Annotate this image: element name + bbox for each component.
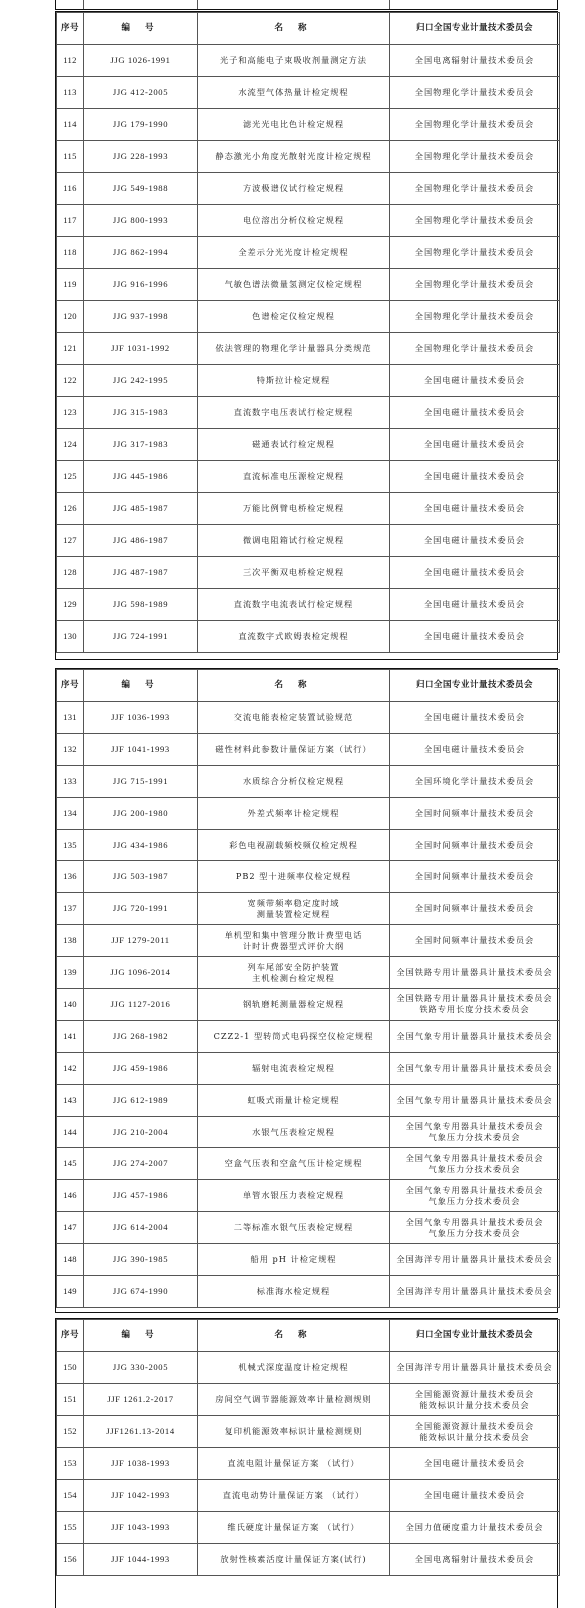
name-cell: 水质综合分析仪检定规程 (198, 765, 390, 797)
committee-cell: 全国电磁计量技术委员会 (390, 733, 560, 765)
committee-cell: 全国气象专用计量器具计量技术委员会 (390, 1052, 560, 1084)
code-cell: JJF 1038-1993 (84, 1448, 198, 1480)
committee-cell (390, 1384, 560, 1416)
table-row (57, 1084, 560, 1116)
name-cell: 直流数字电流表试行检定规程 (198, 589, 390, 621)
committee-cell-line: 气象压力分技术委员会 (428, 1227, 521, 1238)
code-cell: JJG 445-1986 (84, 461, 198, 493)
header-name: 名 称 (198, 13, 390, 45)
name-cell-line: 主机检测台检定规程 (252, 972, 335, 983)
name-cell: 彩色电视副载频校频仪检定规程 (198, 829, 390, 861)
code-cell: JJG 800-1993 (84, 205, 198, 237)
name-cell: 直流电阻计量保证方案 （试行） (198, 1448, 390, 1480)
code-cell: JJF 1041-1993 (84, 733, 198, 765)
code-cell: JJF 1043-1993 (84, 1512, 198, 1544)
committee-cell: 全国电磁计量技术委员会 (390, 621, 560, 653)
code-cell: JJF 1042-1993 (84, 1480, 198, 1512)
committee-cell: 全国电磁计量技术委员会 (390, 589, 560, 621)
name-cell: 磁通表试行检定规程 (198, 429, 390, 461)
table-row (57, 1352, 560, 1384)
name-cell: 万能比例臂电桥检定规程 (198, 493, 390, 525)
code-cell: JJG 179-1990 (84, 109, 198, 141)
header-row (57, 1320, 560, 1352)
committee-cell-line: 全国能源资源计量技术委员会 (414, 1420, 535, 1431)
code-cell: JJG 674-1990 (84, 1276, 198, 1308)
committee-cell: 全国物理化学计量技术委员会 (390, 173, 560, 205)
serial-cell: 134 (57, 797, 84, 829)
serial-cell: 137 (57, 893, 84, 925)
name-cell: 电位溶出分析仪检定规程 (198, 205, 390, 237)
code-cell: JJG 210-2004 (84, 1116, 198, 1148)
standards-table (56, 669, 560, 1308)
table-row (57, 1448, 560, 1480)
table-row (57, 797, 560, 829)
serial-cell: 131 (57, 702, 84, 734)
serial-cell: 150 (57, 1352, 84, 1384)
serial-cell: 147 (57, 1212, 84, 1244)
serial-cell: 123 (57, 397, 84, 429)
table-row (57, 205, 560, 237)
table-row (57, 1052, 560, 1084)
table-row (57, 893, 560, 925)
name-cell-line: 宽频带频率稳定度时域 (247, 897, 340, 908)
table-sheet-2 (55, 668, 558, 1313)
serial-cell: 156 (57, 1544, 84, 1576)
name-cell: 特斯拉计检定规程 (198, 365, 390, 397)
committee-cell-line: 铁路专用长度分技术委员会 (419, 1004, 530, 1015)
name-cell: 标准海水检定规程 (198, 1276, 390, 1308)
header-serial: 序号 (57, 670, 84, 702)
table-row (57, 957, 560, 989)
name-cell: 水流型气体热量计检定规程 (198, 77, 390, 109)
name-cell: 全差示分光光度计检定规程 (198, 237, 390, 269)
table-row (57, 109, 560, 141)
table-row (57, 365, 560, 397)
table-row (57, 733, 560, 765)
table-row (57, 461, 560, 493)
serial-cell: 126 (57, 493, 84, 525)
code-cell: JJG 200-1980 (84, 797, 198, 829)
committee-cell (390, 1416, 560, 1448)
code-cell: JJG 937-1998 (84, 301, 198, 333)
table-row (57, 269, 560, 301)
committee-cell (390, 1148, 560, 1180)
committee-cell: 全国电磁计量技术委员会 (390, 493, 560, 525)
name-cell: 直流标准电压源检定规程 (198, 461, 390, 493)
table-row (57, 141, 560, 173)
name-cell: 滤光光电比色计检定规程 (198, 109, 390, 141)
name-cell: 依法管理的物理化学计量器具分类规范 (198, 333, 390, 365)
committee-cell: 全国物理化学计量技术委员会 (390, 237, 560, 269)
table-row (57, 1180, 560, 1212)
header-code: 编 号 (84, 13, 198, 45)
name-cell: 二等标准水银气压表检定规程 (198, 1212, 390, 1244)
header-name: 名 称 (198, 670, 390, 702)
table-row (57, 237, 560, 269)
name-cell: 外差式频率计检定规程 (198, 797, 390, 829)
table-row (57, 397, 560, 429)
serial-cell: 127 (57, 525, 84, 557)
serial-cell: 117 (57, 205, 84, 237)
serial-cell: 124 (57, 429, 84, 461)
serial-cell: 129 (57, 589, 84, 621)
serial-cell: 128 (57, 557, 84, 589)
code-cell: JJG 614-2004 (84, 1212, 198, 1244)
committee-cell: 全国电离辐射计量技术委员会 (390, 1544, 560, 1576)
committee-cell: 全国海洋专用计量器具计量技术委员会 (390, 1276, 560, 1308)
serial-cell: 148 (57, 1244, 84, 1276)
code-cell: JJG 390-1985 (84, 1244, 198, 1276)
committee-cell: 全国铁路专用计量器具计量技术委员会 (390, 957, 560, 989)
table-row (57, 1416, 560, 1448)
code-cell: JJG 268-1982 (84, 1020, 198, 1052)
code-cell: JJG 317-1983 (84, 429, 198, 461)
name-cell: 钢轨磨耗测量器检定规程 (198, 989, 390, 1021)
code-cell: JJG 228-1993 (84, 141, 198, 173)
name-cell: 维氏硬度计量保证方案 （试行） (198, 1512, 390, 1544)
table-row (57, 173, 560, 205)
committee-cell: 全国电磁计量技术委员会 (390, 557, 560, 589)
name-cell: CZZ2-1 型转筒式电码探空仪检定规程 (198, 1020, 390, 1052)
committee-cell (390, 1180, 560, 1212)
name-cell: 机械式深度温度计检定规程 (198, 1352, 390, 1384)
committee-cell: 全国环境化学计量技术委员会 (390, 765, 560, 797)
serial-cell: 144 (57, 1116, 84, 1148)
name-cell (198, 957, 390, 989)
committee-cell: 全国电磁计量技术委员会 (390, 1448, 560, 1480)
standards-table (56, 12, 560, 653)
serial-cell: 154 (57, 1480, 84, 1512)
committee-cell: 全国力值硬度重力计量技术委员会 (390, 1512, 560, 1544)
serial-cell: 116 (57, 173, 84, 205)
name-cell: 微调电阻箱试行检定规程 (198, 525, 390, 557)
header-committee: 归口全国专业计量技术委员会 (390, 670, 560, 702)
serial-cell: 145 (57, 1148, 84, 1180)
name-cell: 交流电能表检定装置试验规范 (198, 702, 390, 734)
code-cell: JJF 1031-1992 (84, 333, 198, 365)
serial-cell: 140 (57, 989, 84, 1021)
name-cell: 辐射电流表检定规程 (198, 1052, 390, 1084)
name-cell: 房间空气调节器能源效率计量检测规则 (198, 1384, 390, 1416)
committee-cell: 全国气象专用计量器具计量技术委员会 (390, 1020, 560, 1052)
name-cell-line: 计时计费器型式评价大纲 (242, 940, 345, 951)
header-row (57, 670, 560, 702)
table-row (57, 1244, 560, 1276)
serial-cell: 153 (57, 1448, 84, 1480)
serial-cell: 132 (57, 733, 84, 765)
table-row (57, 301, 560, 333)
name-cell: 直流数字式欧姆表检定规程 (198, 621, 390, 653)
name-cell: 方波极谱仪试行检定规程 (198, 173, 390, 205)
serial-cell: 120 (57, 301, 84, 333)
code-cell: JJG 916-1996 (84, 269, 198, 301)
name-cell: 静态激光小角度光散射光度计检定规程 (198, 141, 390, 173)
header-name: 名 称 (198, 1320, 390, 1352)
code-cell: JJG 862-1994 (84, 237, 198, 269)
header-committee: 归口全国专业计量技术委员会 (390, 13, 560, 45)
name-cell: 直流电动势计量保证方案 （试行） (198, 1480, 390, 1512)
name-cell: 三次平衡双电桥检定规程 (198, 557, 390, 589)
committee-cell-line: 能效标识计量分技术委员会 (419, 1399, 530, 1410)
table-row (57, 1148, 560, 1180)
table-row (57, 557, 560, 589)
code-cell: JJG 715-1991 (84, 765, 198, 797)
table-row (57, 333, 560, 365)
serial-cell: 119 (57, 269, 84, 301)
name-cell (198, 925, 390, 957)
serial-cell: 122 (57, 365, 84, 397)
committee-cell: 全国海洋专用计量器具计量技术委员会 (390, 1352, 560, 1384)
code-cell: JJG 724-1991 (84, 621, 198, 653)
name-cell: 空盒气压表和空盒气压计检定规程 (198, 1148, 390, 1180)
name-cell: PB2 型十进频率仪检定规程 (198, 861, 390, 893)
table-row (57, 525, 560, 557)
committee-cell: 全国物理化学计量技术委员会 (390, 333, 560, 365)
committee-cell-line: 气象压力分技术委员会 (428, 1132, 521, 1143)
committee-cell: 全国电磁计量技术委员会 (390, 525, 560, 557)
serial-cell: 141 (57, 1020, 84, 1052)
code-cell: JJG 1026-1991 (84, 45, 198, 77)
serial-cell: 135 (57, 829, 84, 861)
header-code: 编 号 (84, 670, 198, 702)
name-cell-line: 单机型和集中管理分散计费型电话 (224, 929, 363, 940)
committee-cell: 全国电磁计量技术委员会 (390, 397, 560, 429)
table-row (57, 861, 560, 893)
committee-cell: 全国时间频率计量技术委员会 (390, 829, 560, 861)
committee-cell: 全国物理化学计量技术委员会 (390, 77, 560, 109)
table-sheet-3 (55, 1318, 558, 1608)
committee-cell: 全国电磁计量技术委员会 (390, 461, 560, 493)
committee-cell: 全国海洋专用计量器具计量技术委员会 (390, 1244, 560, 1276)
code-cell: JJG 487-1987 (84, 557, 198, 589)
serial-cell: 142 (57, 1052, 84, 1084)
table-row (57, 493, 560, 525)
committee-cell: 全国电离辐射计量技术委员会 (390, 45, 560, 77)
name-cell (198, 893, 390, 925)
committee-cell: 全国电磁计量技术委员会 (390, 429, 560, 461)
serial-cell: 112 (57, 45, 84, 77)
header-committee: 归口全国专业计量技术委员会 (390, 1320, 560, 1352)
committee-cell: 全国电磁计量技术委员会 (390, 365, 560, 397)
committee-cell: 全国时间频率计量技术委员会 (390, 861, 560, 893)
previous-sheet-fragment (55, 0, 558, 10)
table-row (57, 45, 560, 77)
code-cell: JJG 1127-2016 (84, 989, 198, 1021)
serial-cell: 136 (57, 861, 84, 893)
serial-cell: 125 (57, 461, 84, 493)
committee-cell (390, 1212, 560, 1244)
committee-cell: 全国时间频率计量技术委员会 (390, 893, 560, 925)
name-cell-line: 列车尾部安全防护装置 (247, 961, 340, 972)
table-row (57, 589, 560, 621)
name-cell: 磁性材料此参数计量保证方案（试行） (198, 733, 390, 765)
name-cell: 光子和高能电子束吸收剂量测定方法 (198, 45, 390, 77)
committee-cell: 全国气象专用计量器具计量技术委员会 (390, 1084, 560, 1116)
table-row (57, 829, 560, 861)
name-cell: 复印机能源效率标识计量检测规则 (198, 1416, 390, 1448)
code-cell: JJG 242-1995 (84, 365, 198, 397)
code-cell: JJF1261.13-2014 (84, 1416, 198, 1448)
serial-cell: 133 (57, 765, 84, 797)
name-cell: 船用 pH 计检定规程 (198, 1244, 390, 1276)
code-cell: JJG 412-2005 (84, 77, 198, 109)
serial-cell: 151 (57, 1384, 84, 1416)
committee-cell-line: 能效标识计量分技术委员会 (419, 1431, 530, 1442)
committee-cell: 全国电磁计量技术委员会 (390, 702, 560, 734)
serial-cell: 114 (57, 109, 84, 141)
code-cell: JJG 459-1986 (84, 1052, 198, 1084)
committee-cell: 全国物理化学计量技术委员会 (390, 109, 560, 141)
table-row (57, 1020, 560, 1052)
code-cell: JJF 1044-1993 (84, 1544, 198, 1576)
header-serial: 序号 (57, 1320, 84, 1352)
code-cell: JJG 549-1988 (84, 173, 198, 205)
committee-cell-line: 气象压力分技术委员会 (428, 1163, 521, 1174)
committee-cell: 全国时间频率计量技术委员会 (390, 925, 560, 957)
code-cell: JJG 330-2005 (84, 1352, 198, 1384)
committee-cell (390, 1116, 560, 1148)
table-row (57, 1384, 560, 1416)
committee-cell: 全国物理化学计量技术委员会 (390, 205, 560, 237)
committee-cell: 全国物理化学计量技术委员会 (390, 269, 560, 301)
header-row (57, 13, 560, 45)
code-cell: JJF 1036-1993 (84, 702, 198, 734)
table-row (57, 702, 560, 734)
name-cell: 色谱检定仪检定规程 (198, 301, 390, 333)
table-row (57, 1116, 560, 1148)
code-cell: JJG 274-2007 (84, 1148, 198, 1180)
serial-cell: 155 (57, 1512, 84, 1544)
committee-cell-line: 全国能源资源计量技术委员会 (414, 1388, 535, 1399)
code-cell: JJG 612-1989 (84, 1084, 198, 1116)
committee-cell-line: 全国铁路专用计量器具计量技术委员会 (396, 993, 553, 1004)
committee-cell: 全国物理化学计量技术委员会 (390, 301, 560, 333)
table-row (57, 77, 560, 109)
code-cell: JJG 1096-2014 (84, 957, 198, 989)
serial-cell: 146 (57, 1180, 84, 1212)
code-cell: JJG 485-1987 (84, 493, 198, 525)
table-row (57, 621, 560, 653)
table-row (57, 1480, 560, 1512)
name-cell: 虹吸式雨量计检定规程 (198, 1084, 390, 1116)
name-cell: 放射性核素活度计量保证方案(试行) (198, 1544, 390, 1576)
name-cell: 单管水银压力表检定规程 (198, 1180, 390, 1212)
code-cell: JJG 457-1986 (84, 1180, 198, 1212)
table-sheet-1 (55, 11, 558, 660)
serial-cell: 121 (57, 333, 84, 365)
table-row (57, 1544, 560, 1576)
code-cell: JJF 1279-2011 (84, 925, 198, 957)
code-cell: JJG 598-1989 (84, 589, 198, 621)
committee-cell-line: 全国气象专用器具计量技术委员会 (405, 1184, 544, 1195)
committee-cell (390, 989, 560, 1021)
table-row (57, 1512, 560, 1544)
code-cell: JJG 720-1991 (84, 893, 198, 925)
table-row (57, 765, 560, 797)
header-code: 编 号 (84, 1320, 198, 1352)
code-cell: JJF 1261.2-2017 (84, 1384, 198, 1416)
name-cell-line: 测量装置检定规程 (256, 908, 331, 919)
header-serial: 序号 (57, 13, 84, 45)
table-row (57, 1276, 560, 1308)
name-cell: 直流数字电压表试行检定规程 (198, 397, 390, 429)
standards-table (56, 1319, 560, 1576)
name-cell: 水银气压表检定规程 (198, 1116, 390, 1148)
committee-cell-line: 全国气象专用器具计量技术委员会 (405, 1152, 544, 1163)
committee-cell-line: 全国气象专用器具计量技术委员会 (405, 1121, 544, 1132)
serial-cell: 115 (57, 141, 84, 173)
name-cell: 气敏色谱法微量氢测定仪检定规程 (198, 269, 390, 301)
code-cell: JJG 486-1987 (84, 525, 198, 557)
serial-cell: 149 (57, 1276, 84, 1308)
table-row (57, 925, 560, 957)
serial-cell: 130 (57, 621, 84, 653)
serial-cell: 139 (57, 957, 84, 989)
serial-cell: 113 (57, 77, 84, 109)
serial-cell: 152 (57, 1416, 84, 1448)
committee-cell: 全国物理化学计量技术委员会 (390, 141, 560, 173)
serial-cell: 143 (57, 1084, 84, 1116)
serial-cell: 138 (57, 925, 84, 957)
code-cell: JJG 315-1983 (84, 397, 198, 429)
committee-cell: 全国电磁计量技术委员会 (390, 1480, 560, 1512)
table-row (57, 429, 560, 461)
table-row (57, 1212, 560, 1244)
code-cell: JJG 503-1987 (84, 861, 198, 893)
committee-cell: 全国时间频率计量技术委员会 (390, 797, 560, 829)
code-cell: JJG 434-1986 (84, 829, 198, 861)
serial-cell: 118 (57, 237, 84, 269)
committee-cell-line: 全国气象专用器具计量技术委员会 (405, 1216, 544, 1227)
committee-cell-line: 气象压力分技术委员会 (428, 1195, 521, 1206)
table-row (57, 989, 560, 1021)
